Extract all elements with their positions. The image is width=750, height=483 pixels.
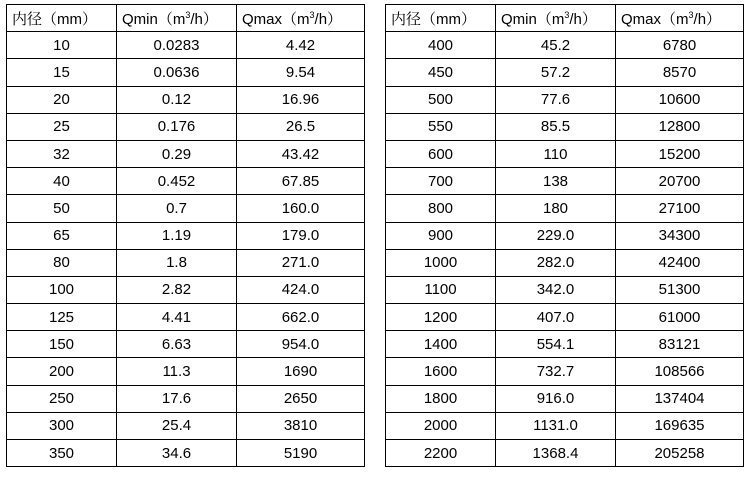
- column-header-qmax: $Qmax(m^3/h)$: [237, 5, 365, 32]
- cell-inner-diameter: 15: [7, 59, 117, 86]
- cell-qmax: 27100: [616, 195, 744, 222]
- table-row: [7, 249, 365, 276]
- table-row: [7, 331, 365, 358]
- cell-qmin: 110: [496, 140, 616, 167]
- cell-qmin: 1131.0: [496, 412, 616, 439]
- cell-qmax: 42400: [616, 249, 744, 276]
- table-header: [7, 5, 365, 32]
- column-header-qmin: $Qmin(m^3/h)$: [117, 5, 237, 32]
- small-diameter-table-container: [6, 4, 365, 467]
- cell-qmin: 0.7: [117, 195, 237, 222]
- cell-qmax: 16.96: [237, 86, 365, 113]
- cell-inner-diameter: 40: [7, 168, 117, 195]
- cell-inner-diameter: 2000: [386, 412, 496, 439]
- table-row: [386, 86, 744, 113]
- cell-qmax: 424.0: [237, 276, 365, 303]
- cell-qmax: 83121: [616, 331, 744, 358]
- table-row: [7, 140, 365, 167]
- table-header-row: [7, 5, 365, 32]
- cell-qmin: 45.2: [496, 32, 616, 59]
- cell-inner-diameter: 800: [386, 195, 496, 222]
- cell-inner-diameter: 600: [386, 140, 496, 167]
- table-row: [386, 113, 744, 140]
- table-row: [7, 113, 365, 140]
- cell-qmax: 205258: [616, 440, 744, 467]
- table-row: [7, 440, 365, 467]
- table-row: [386, 195, 744, 222]
- cell-qmax: 954.0: [237, 331, 365, 358]
- cell-inner-diameter: 450: [386, 59, 496, 86]
- table-row: [7, 412, 365, 439]
- cell-qmin: 0.29: [117, 140, 237, 167]
- cell-qmax: 51300: [616, 276, 744, 303]
- table-row: [7, 86, 365, 113]
- cell-inner-diameter: 10: [7, 32, 117, 59]
- cell-inner-diameter: 20: [7, 86, 117, 113]
- cell-qmin: 1.19: [117, 222, 237, 249]
- table-row: [7, 222, 365, 249]
- table-header-row: [386, 5, 744, 32]
- cell-qmax: 6780: [616, 32, 744, 59]
- cell-inner-diameter: 500: [386, 86, 496, 113]
- cell-qmin: 916.0: [496, 385, 616, 412]
- table-header: [386, 5, 744, 32]
- cell-qmin: 229.0: [496, 222, 616, 249]
- cell-inner-diameter: 25: [7, 113, 117, 140]
- cell-qmax: 662.0: [237, 304, 365, 331]
- cell-qmin: 25.4: [117, 412, 237, 439]
- table-body: [7, 32, 365, 467]
- cell-qmax: 10600: [616, 86, 744, 113]
- cell-inner-diameter: 700: [386, 168, 496, 195]
- cell-qmin: 11.3: [117, 358, 237, 385]
- cell-qmax: 26.5: [237, 113, 365, 140]
- cell-qmin: 0.12: [117, 86, 237, 113]
- table-row: [386, 168, 744, 195]
- cell-inner-diameter: 65: [7, 222, 117, 249]
- table-row: [386, 32, 744, 59]
- table-row: [7, 195, 365, 222]
- cell-inner-diameter: 150: [7, 331, 117, 358]
- cell-qmax: 169635: [616, 412, 744, 439]
- table-row: [7, 304, 365, 331]
- cell-qmax: 43.42: [237, 140, 365, 167]
- table-row: [386, 304, 744, 331]
- table-row: [386, 412, 744, 439]
- column-header-qmax: $Qmax(m^3/h)$: [616, 5, 744, 32]
- cell-inner-diameter: 50: [7, 195, 117, 222]
- cell-qmax: 4.42: [237, 32, 365, 59]
- table-row: [386, 331, 744, 358]
- cell-qmin: 2.82: [117, 276, 237, 303]
- cell-qmin: 554.1: [496, 331, 616, 358]
- table-row: [386, 385, 744, 412]
- table-row: [386, 222, 744, 249]
- cell-inner-diameter: 1800: [386, 385, 496, 412]
- cell-qmax: 179.0: [237, 222, 365, 249]
- table-row: [7, 59, 365, 86]
- table-row: [386, 140, 744, 167]
- cell-qmax: 271.0: [237, 249, 365, 276]
- table-row: [7, 276, 365, 303]
- small-diameter-table: [6, 4, 365, 467]
- cell-inner-diameter: 100: [7, 276, 117, 303]
- column-header-qmin: $Qmin(m^3/h)$: [496, 5, 616, 32]
- cell-qmax: 2650: [237, 385, 365, 412]
- cell-inner-diameter: 2200: [386, 440, 496, 467]
- cell-qmax: 61000: [616, 304, 744, 331]
- cell-qmin: 0.0283: [117, 32, 237, 59]
- cell-qmin: 77.6: [496, 86, 616, 113]
- table-row: [386, 440, 744, 467]
- cell-qmin: 0.176: [117, 113, 237, 140]
- cell-qmin: 34.6: [117, 440, 237, 467]
- table-row: [7, 385, 365, 412]
- cell-inner-diameter: 550: [386, 113, 496, 140]
- cell-inner-diameter: 300: [7, 412, 117, 439]
- cell-qmin: 6.63: [117, 331, 237, 358]
- cell-qmax: 9.54: [237, 59, 365, 86]
- cell-qmin: 1.8: [117, 249, 237, 276]
- cell-qmin: 85.5: [496, 113, 616, 140]
- table-row: [7, 168, 365, 195]
- cell-qmin: 57.2: [496, 59, 616, 86]
- cell-inner-diameter: 250: [7, 385, 117, 412]
- cell-qmax: 3810: [237, 412, 365, 439]
- cell-inner-diameter: 200: [7, 358, 117, 385]
- cell-qmax: 108566: [616, 358, 744, 385]
- cell-qmin: 17.6: [117, 385, 237, 412]
- cell-qmax: 15200: [616, 140, 744, 167]
- cell-qmax: 20700: [616, 168, 744, 195]
- cell-inner-diameter: 125: [7, 304, 117, 331]
- table-row: [7, 358, 365, 385]
- table-row: [386, 249, 744, 276]
- cell-qmin: 342.0: [496, 276, 616, 303]
- cell-qmin: 0.0636: [117, 59, 237, 86]
- cell-inner-diameter: 400: [386, 32, 496, 59]
- cell-qmin: 1368.4: [496, 440, 616, 467]
- cell-qmin: 180: [496, 195, 616, 222]
- large-diameter-table-container: [385, 4, 744, 467]
- cell-qmax: 8570: [616, 59, 744, 86]
- cell-qmax: 5190: [237, 440, 365, 467]
- cell-qmax: 67.85: [237, 168, 365, 195]
- cell-inner-diameter: 1600: [386, 358, 496, 385]
- table-row: [386, 276, 744, 303]
- cell-inner-diameter: 1400: [386, 331, 496, 358]
- table-body: [386, 32, 744, 467]
- cell-qmin: 282.0: [496, 249, 616, 276]
- table-row: [386, 59, 744, 86]
- cell-qmax: 160.0: [237, 195, 365, 222]
- cell-inner-diameter: 1000: [386, 249, 496, 276]
- cell-qmax: 137404: [616, 385, 744, 412]
- cell-qmin: 732.7: [496, 358, 616, 385]
- table-row: [386, 358, 744, 385]
- cell-inner-diameter: 1200: [386, 304, 496, 331]
- cell-inner-diameter: 350: [7, 440, 117, 467]
- column-header-inner-diameter: 内径（mm）: [7, 5, 117, 32]
- cell-qmin: 4.41: [117, 304, 237, 331]
- column-header-inner-diameter: 内径（mm）: [386, 5, 496, 32]
- cell-inner-diameter: 900: [386, 222, 496, 249]
- large-diameter-table: [385, 4, 744, 467]
- cell-qmin: 407.0: [496, 304, 616, 331]
- table-row: [7, 32, 365, 59]
- cell-inner-diameter: 80: [7, 249, 117, 276]
- cell-qmax: 12800: [616, 113, 744, 140]
- cell-qmax: 1690: [237, 358, 365, 385]
- cell-inner-diameter: 32: [7, 140, 117, 167]
- cell-qmax: 34300: [616, 222, 744, 249]
- cell-qmin: 138: [496, 168, 616, 195]
- cell-qmin: 0.452: [117, 168, 237, 195]
- cell-inner-diameter: 1100: [386, 276, 496, 303]
